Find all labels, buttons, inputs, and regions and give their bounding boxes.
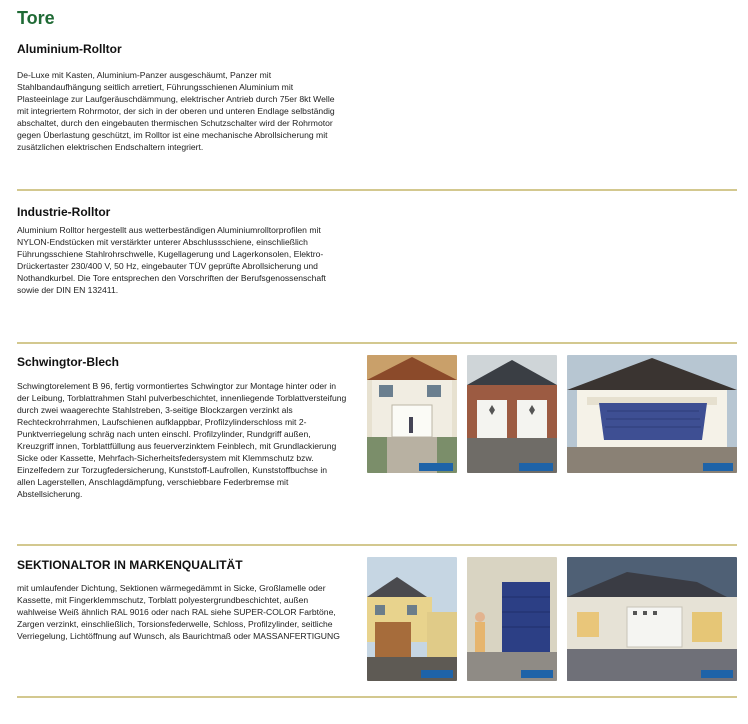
section-title: Schwingtor-Blech <box>17 355 120 369</box>
section-title: Aluminium-Rolltor <box>17 42 122 56</box>
dusk-house-white-door-photo <box>567 557 737 681</box>
yellow-house-wood-door-photo <box>367 557 457 681</box>
section-text: mit umlaufender Dichtung, Sektionen wärmegedämmt in Sicke, Großlamelle oder Kassette, mit Fingerklemmschutz, Torblatt polyestergrundbeschichtet, außen wahlweise Weiß ähnlich RAL 9016 oder nach RAL siehe SUPER-COLOR Farbtöne, Zargen verzinkt, einschließlich, Torsionsfederwelle, Schloss, Profilzylinder, seitliche Verriegelung, Lichtöffnung auf Wunsch, als Baurichtmaß oder MASSANFERTIGUNG <box>17 583 340 641</box>
section-industrie-rolltor <box>17 205 737 335</box>
section-divider <box>17 342 737 344</box>
section-aluminium-rolltor <box>17 42 737 182</box>
section-divider <box>17 696 737 698</box>
section-text: Schwingtorelement B 96, fertig vormontiertes Schwingtor zur Montage hinter oder in der Leibung, Torblattrahmen Stahl pulverbeschichtet, innenliegende Torblattversteifung durch zwei waagerechte Stahlstreben, 3-seitige Blockzargen verzinkt als Rechteckrohrrahmen, Laufschienen aufklappbar, Profilzylinderschloss mit 2-Punktverriegelung schräg nach unten einschl. Profilzylinder, Rundgriff außen, Kreuzgriff innen, Torblattfüllung aus feuerverzinktem Feinblech, mit Grundlackierung Sicke oder Kassette, Mehrfach-Sicherheitsfedersystem mit Klemmschutz bzw. Einzelfedern zur Torzugfedersicherung, Kunststoff-Laufrollen, Kunststoffbuchse in allen Lagerstellen, Anschlagdämpfung, verschiebbare Federbremse mit Abstellsicherung. <box>17 381 347 499</box>
page-title: Tore <box>17 8 55 28</box>
section-text: De-Luxe mit Kasten, Aluminium-Panzer ausgeschäumt, Panzer mit Stahlbandaufhängung seitlich arretiert, Führungsschienen Aluminium mit Plasteeinlage zur Laufgeräuschdämmung, elektrischer Antrieb durch 75er 8kt Welle mit integriertem Rohrmotor, der sich in der oberen und unteren Endlage selbständig abschaltet, durch den eingebauten thermischen Schutzschalter wird der Rohrmotor gegen Überlastung geschützt, im Rolltor ist eine mechanische Abrollsicherung mit zusätzlichen elektrischen Endschaltern integriert. <box>17 70 335 152</box>
section-divider <box>17 544 737 546</box>
section-text: Aluminium Rolltor hergestellt aus wetterbeständigen Aluminiumrolltorprofilen mit NYLON-Endstücken mit verstärkter unterer Abschlussschiene, einschließlich Führungsschiene Stahlrohrschwelle, Kugellagerung und Lagerkonsolen, Elektro-Drückertaster 230/400 V, 50 Hz, eingebauter TÜV geprüfte Abrollsicherung und Nothandkurbel. Die Tore entsprechen den Vorschriften der Berufsgenossenschaft sowie der DIN EN 132411. <box>17 225 326 295</box>
section-title: SEKTIONALTOR IN MARKENQUALITÄT <box>17 558 243 572</box>
blue-swing-door-photo <box>567 355 737 473</box>
house-white-garage-photo <box>367 355 457 473</box>
section-divider <box>17 189 737 191</box>
blue-sectional-door-photo <box>467 557 557 681</box>
brick-house-white-doors-photo <box>467 355 557 473</box>
section-title: Industrie-Rolltor <box>17 205 111 219</box>
